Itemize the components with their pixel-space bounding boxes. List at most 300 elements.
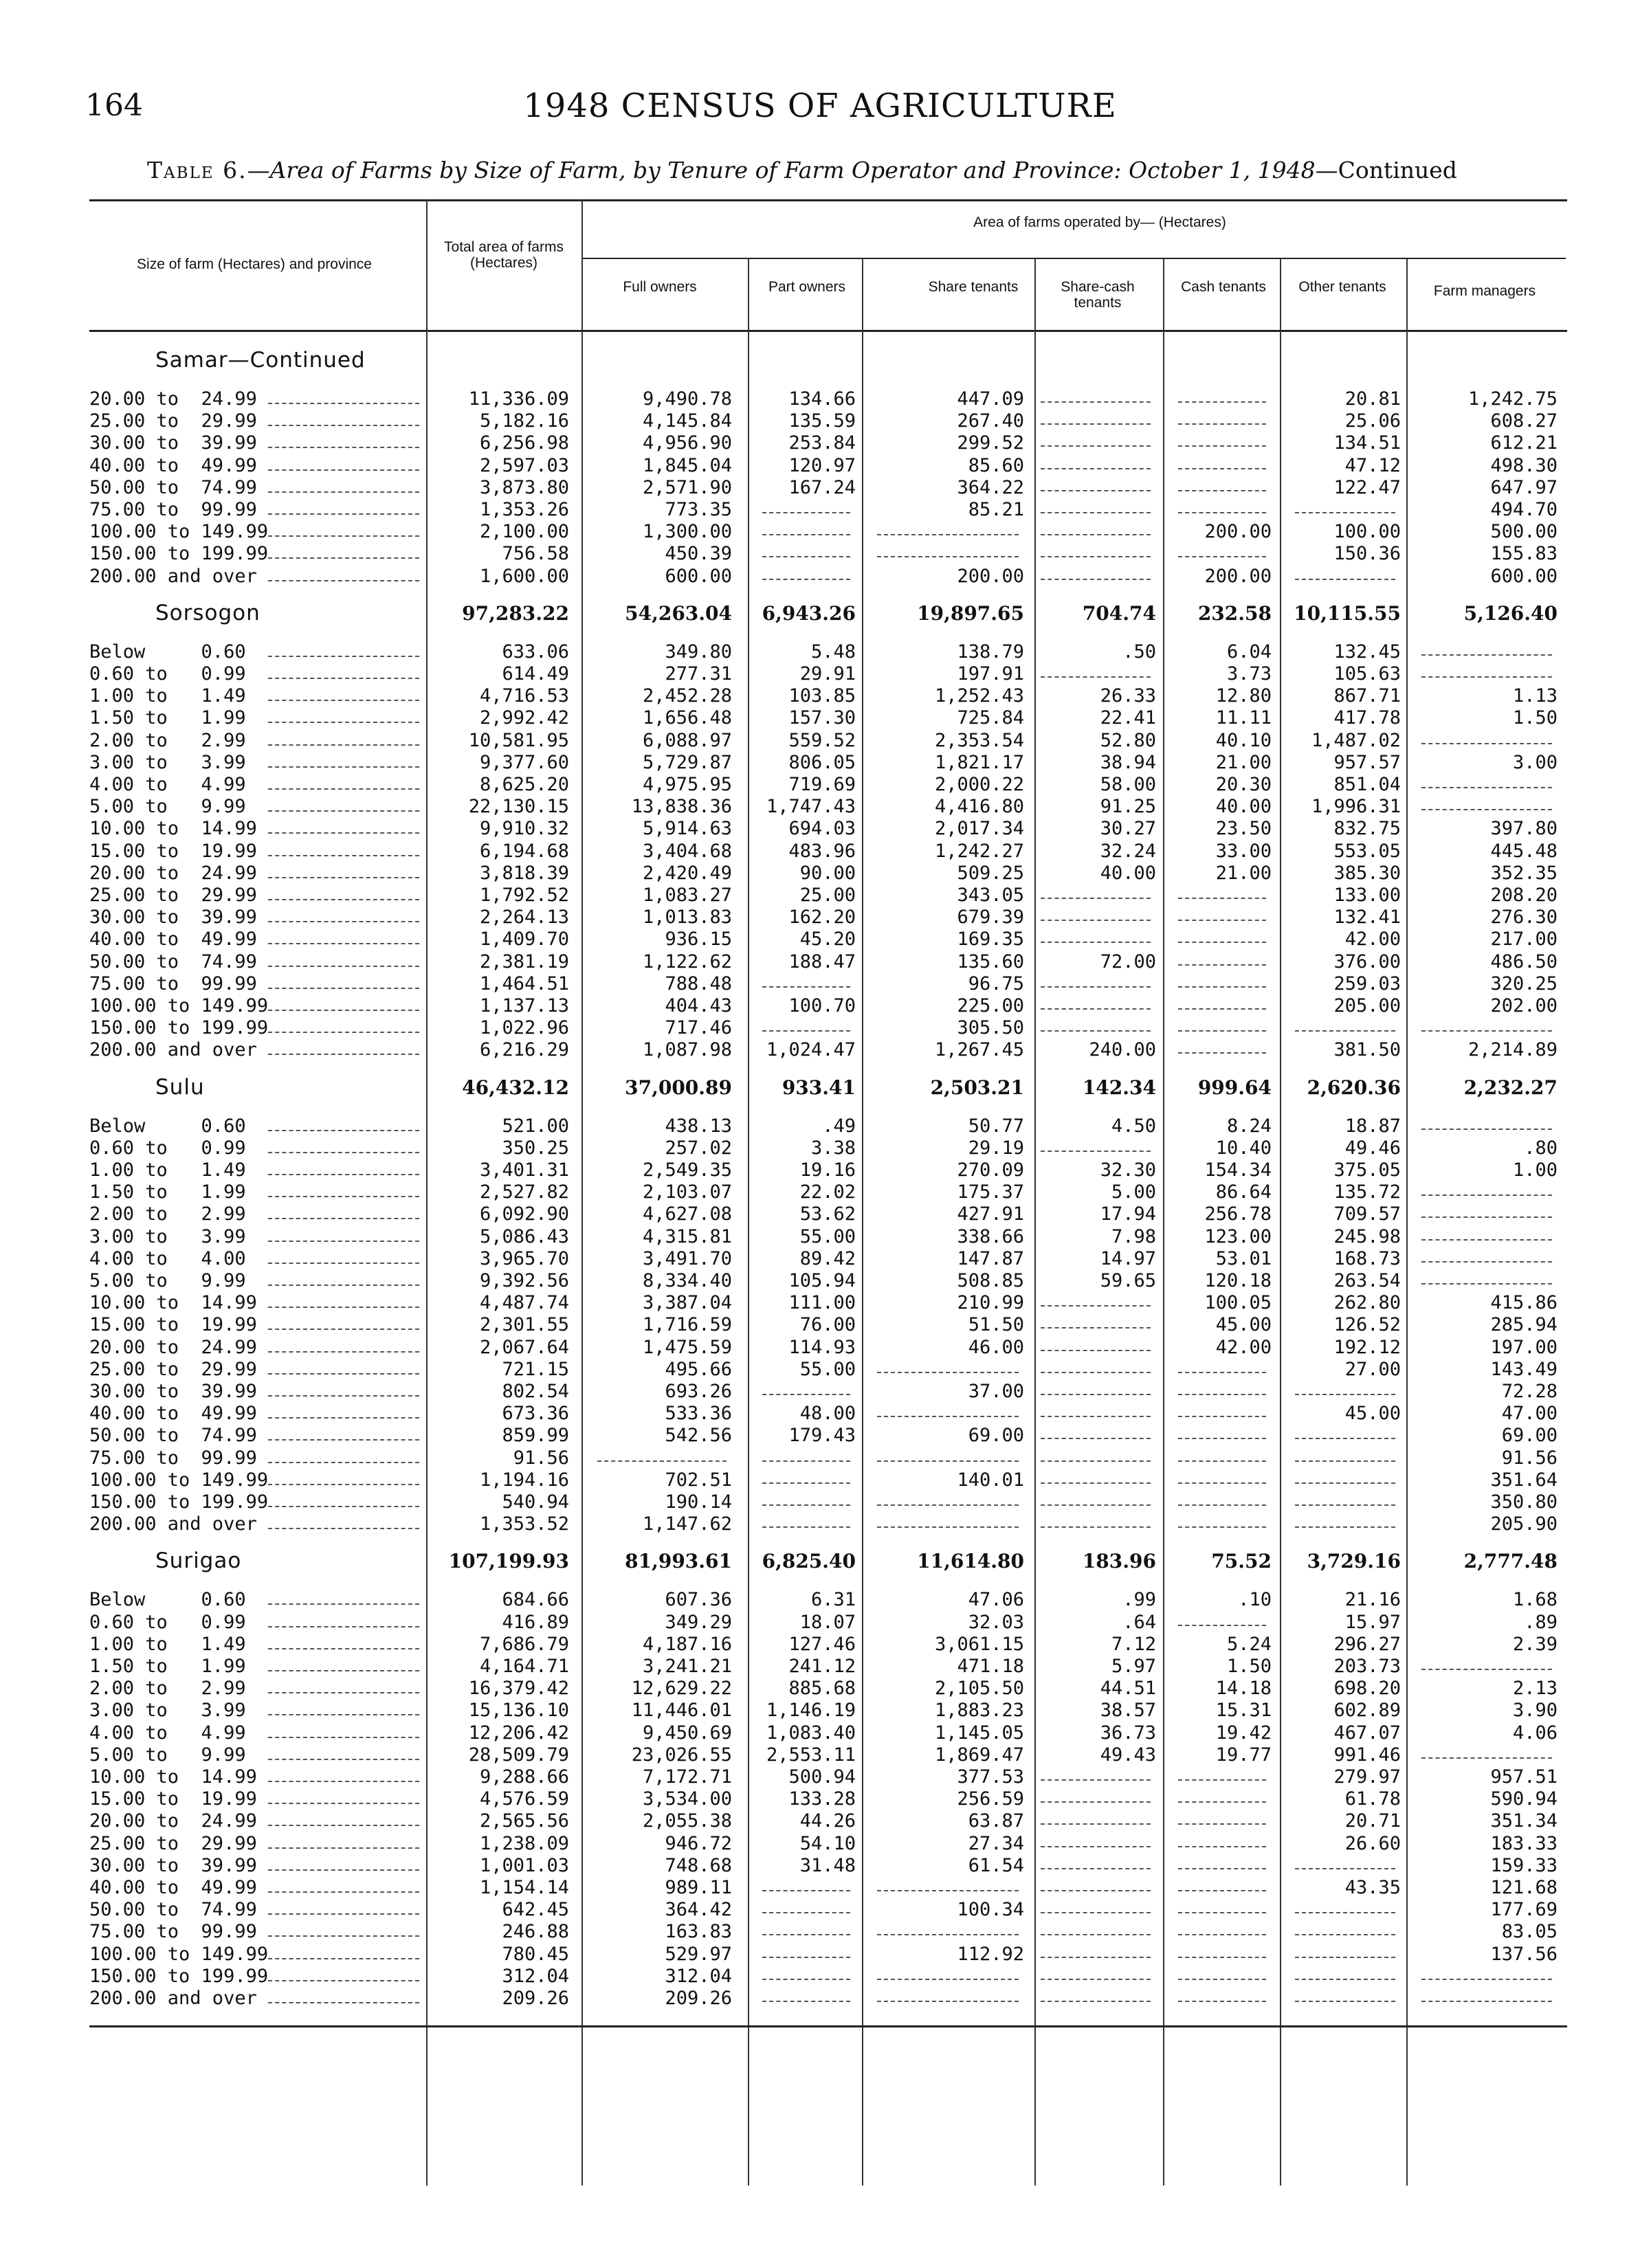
value-cell: 14.18 [1215,1678,1272,1700]
value-cell: 14.97 [1100,1247,1156,1269]
size-class-label: 50.00 to 74.99 [89,1899,257,1921]
value-cell: 29.19 [968,1137,1024,1159]
size-class-label: 3.00 to 3.99 [89,1700,246,1722]
value-cell: 717.46 [665,1017,732,1039]
value-cell: 5.48 [810,641,856,663]
empty-cell [762,1890,850,1891]
value-cell: 1,083.40 [766,1722,856,1744]
empty-cell [1041,1305,1151,1307]
size-class-label: 25.00 to 29.99 [89,885,257,906]
size-class-label: 3.00 to 3.99 [89,751,246,773]
empty-cell [1178,512,1266,513]
header-share-tenants: Share tenants [928,279,1019,295]
value-cell: 53.01 [1215,1247,1272,1269]
value-cell: 59.65 [1100,1270,1156,1291]
value-cell: 120.18 [1204,1270,1272,1291]
value-cell: 38.94 [1100,751,1156,773]
empty-cell [762,1912,850,1913]
value-cell: 85.60 [968,454,1024,476]
empty-cell [877,1416,1019,1417]
value-cell: 806.05 [788,751,856,773]
value-cell: 364.42 [665,1899,732,1921]
size-class-label: 20.00 to 24.99 [89,1336,257,1358]
value-cell: 1,600.00 [479,565,569,587]
table-row [0,1788,1640,1810]
empty-cell [1041,490,1151,491]
leader-dots [268,678,419,679]
size-class-label: 5.00 to 9.99 [89,1270,246,1291]
value-cell: 614.49 [502,663,569,685]
value-cell: .10 [1238,1589,1272,1611]
value-cell: 8,334.40 [642,1270,732,1291]
value-cell: 427.91 [957,1203,1024,1225]
value-cell: 10.40 [1215,1137,1272,1159]
empty-cell [1041,1438,1151,1439]
size-class-label: 40.00 to 49.99 [89,1403,257,1425]
value-cell: 2,565.56 [479,1810,569,1832]
empty-cell [762,1394,850,1395]
size-class-label: 2.00 to 2.99 [89,729,246,751]
empty-cell [762,579,850,580]
value-cell: 159.33 [1490,1854,1558,1876]
value-cell: 343.05 [957,885,1024,906]
value-cell: 1.50 [1226,1656,1272,1677]
table-row [0,1115,1640,1137]
value-cell: 1,013.83 [642,907,732,929]
size-class-label: 4.00 to 4.99 [89,774,246,795]
value-cell: 296.27 [1333,1633,1401,1655]
value-cell: 45.00 [1344,1403,1401,1425]
size-class-label: 10.00 to 14.99 [89,1766,257,1788]
empty-cell [1295,512,1395,513]
table-row [0,476,1640,499]
value-cell: 157.30 [788,707,856,729]
empty-cell [1421,654,1552,656]
value-cell: 494.70 [1490,499,1558,520]
value-cell: 542.56 [665,1425,732,1447]
value-cell: .64 [1122,1611,1156,1633]
value-cell: 1,656.48 [642,707,732,729]
size-class-label: 15.00 to 19.99 [89,840,257,862]
size-class-label: 1.50 to 1.99 [89,1656,246,1677]
value-cell: 256.59 [957,1788,1024,1810]
leader-dots [268,491,419,493]
value-cell: 608.27 [1490,410,1558,432]
value-cell: 30.27 [1100,818,1156,840]
table-row [0,1181,1640,1203]
value-cell: 3,873.80 [479,476,569,498]
value-cell: 338.66 [957,1225,1024,1247]
empty-cell [1178,556,1266,557]
value-cell: 642.45 [502,1899,569,1921]
leader-dots [268,513,419,515]
leader-dots [268,855,419,856]
empty-cell [877,1934,1019,1935]
leader-dots [268,557,419,559]
value-cell: 147.87 [957,1247,1024,1269]
value-cell: 69.00 [1501,1425,1558,1447]
empty-cell [1178,986,1266,988]
value-cell: 36.73 [1100,1722,1156,1744]
value-cell: 885.68 [788,1678,856,1700]
value-cell: 105.63 [1333,663,1401,685]
header-size: Size of farm (Hectares) and province [137,256,372,272]
value-cell: 15.97 [1344,1611,1401,1633]
total-cell: 933.41 [782,1076,856,1099]
value-cell: 1,821.17 [934,751,1024,773]
value-cell: 381.50 [1333,1039,1401,1061]
value-cell: 417.78 [1333,707,1401,729]
value-cell: 132.41 [1333,907,1401,929]
value-cell: 305.50 [957,1017,1024,1039]
value-cell: 285.94 [1490,1314,1558,1336]
value-cell: 590.94 [1490,1788,1558,1810]
total-cell: 5,126.40 [1463,601,1558,625]
total-cell: 2,620.36 [1307,1076,1401,1099]
value-cell: 364.22 [957,476,1024,498]
value-cell: 5,086.43 [479,1225,569,1247]
province-total-row [0,1550,1640,1572]
leader-dots [268,1781,419,1782]
table-row [0,1038,1640,1061]
empty-cell [1178,1801,1266,1803]
value-cell: 7,172.71 [642,1766,732,1788]
value-cell: 18.87 [1344,1115,1401,1137]
value-cell: 633.06 [502,641,569,663]
total-cell: 97,283.22 [462,601,569,625]
table-row [0,520,1640,543]
empty-cell [1178,1394,1266,1395]
leader-dots [268,1307,419,1308]
value-cell: 1,252.43 [934,685,1024,707]
table-row [0,729,1640,752]
value-cell: 4,627.08 [642,1203,732,1225]
value-cell: 267.40 [957,410,1024,432]
value-cell: 2,549.35 [642,1159,732,1181]
value-cell: 143.49 [1490,1358,1558,1380]
size-class-label: 0.60 to 0.99 [89,663,246,685]
value-cell: 6.04 [1226,641,1272,663]
leader-dots [268,1847,419,1849]
empty-cell [1178,964,1266,966]
empty-cell [762,2001,850,2002]
size-class-label: 15.00 to 19.99 [89,1314,257,1336]
total-cell: 2,232.27 [1463,1076,1558,1099]
value-cell: 200.00 [957,565,1024,587]
value-cell: 600.00 [1490,565,1558,587]
value-cell: 55.00 [799,1358,856,1380]
empty-cell [1041,1008,1151,1010]
value-cell: 4,164.71 [479,1656,569,1677]
value-cell: 21.00 [1215,751,1272,773]
size-class-label: Below 0.60 [89,1115,246,1137]
leader-dots [268,1462,419,1463]
size-class-label: 50.00 to 74.99 [89,1425,257,1447]
leader-dots [268,1714,419,1715]
value-cell: 647.97 [1490,476,1558,498]
leader-dots [268,1759,419,1760]
empty-cell [1178,1460,1266,1462]
size-class-label: 150.00 to 199.99 [89,1965,269,1987]
value-cell: 91.56 [513,1447,569,1469]
size-class-label: 2.00 to 2.99 [89,1203,246,1225]
value-cell: 989.11 [665,1877,732,1898]
value-cell: 225.00 [957,995,1024,1016]
empty-cell [1421,1194,1552,1196]
header-cash-tenants: Cash tenants [1181,279,1266,295]
value-cell: 756.58 [502,543,569,565]
value-cell: 135.60 [957,950,1024,972]
value-cell: 1,267.45 [934,1039,1024,1061]
value-cell: 376.00 [1333,950,1401,972]
size-class-label: 2.00 to 2.99 [89,1678,246,1700]
size-class-label: 150.00 to 199.99 [89,543,269,565]
table-row [0,817,1640,840]
value-cell: 1,238.09 [479,1832,569,1854]
empty-cell [1041,2001,1151,2002]
value-cell: 22,130.15 [468,796,569,818]
table-row [0,994,1640,1017]
empty-cell [1041,423,1151,425]
value-cell: 1,147.62 [642,1513,732,1535]
leader-dots [268,1737,419,1738]
value-cell: 253.84 [788,432,856,454]
value-cell: 205.90 [1490,1513,1558,1535]
size-class-label: 75.00 to 99.99 [89,499,257,520]
empty-cell [1295,1979,1395,1980]
value-cell: 27.34 [968,1832,1024,1854]
empty-cell [1041,1372,1151,1373]
empty-cell [1178,468,1266,469]
size-class-label: 200.00 and over [89,1988,257,2009]
value-cell: 936.15 [665,929,732,950]
table-row [0,1920,1640,1943]
value-cell: 89.42 [799,1247,856,1269]
value-cell: 20.81 [1344,388,1401,410]
value-cell: 1,087.98 [642,1039,732,1061]
empty-cell [1178,1008,1266,1010]
value-cell: 2,067.64 [479,1336,569,1358]
value-cell: 9,490.78 [642,388,732,410]
value-cell: 20.71 [1344,1810,1401,1832]
value-cell: 748.68 [665,1854,732,1876]
value-cell: 29.91 [799,663,856,685]
value-cell: 54.10 [799,1832,856,1854]
size-class-label: 30.00 to 39.99 [89,1854,257,1876]
table-row [0,1810,1640,1832]
value-cell: 19.16 [799,1159,856,1181]
table-row [0,773,1640,796]
value-cell: 1,154.14 [479,1877,569,1898]
table-label: Table 6. [147,157,247,184]
size-class-label: 10.00 to 14.99 [89,1292,257,1314]
leader-dots [268,1263,419,1264]
leader-dots [268,744,419,746]
empty-cell [1178,1890,1266,1891]
value-cell: 137.56 [1490,1943,1558,1965]
value-cell: 1,024.47 [766,1039,856,1061]
empty-cell [1295,1912,1395,1913]
value-cell: 2,553.11 [766,1744,856,1766]
value-cell: 802.54 [502,1381,569,1402]
size-class-label: 150.00 to 199.99 [89,1017,269,1039]
total-cell: 10,115.55 [1294,601,1401,625]
value-cell: 111.00 [788,1292,856,1314]
empty-cell [762,1504,850,1506]
empty-cell [1178,1438,1266,1439]
value-cell: 1,194.16 [479,1469,569,1491]
value-cell: 1,145.05 [934,1722,1024,1744]
value-cell: 9,910.32 [479,818,569,840]
table-row [0,1491,1640,1513]
value-cell: 1,001.03 [479,1854,569,1876]
empty-cell [1421,1283,1552,1285]
leader-dots [268,700,419,701]
value-cell: 9,392.56 [479,1270,569,1291]
empty-cell [1178,490,1266,491]
value-cell: 134.51 [1333,432,1401,454]
value-cell: 83.05 [1501,1921,1558,1943]
empty-cell [1295,579,1395,580]
value-cell: 2,992.42 [479,707,569,729]
leader-dots [268,1891,419,1893]
value-cell: 495.66 [665,1358,732,1380]
size-class-label: 150.00 to 199.99 [89,1491,269,1513]
value-cell: 467.07 [1333,1722,1401,1744]
value-cell: 312.04 [665,1965,732,1987]
table-row [0,1699,1640,1722]
table-row [0,1832,1640,1855]
value-cell: 946.72 [665,1832,732,1854]
empty-cell [1178,898,1266,899]
value-cell: 76.00 [799,1314,856,1336]
value-cell: 521.00 [502,1115,569,1137]
value-cell: 5.97 [1111,1656,1156,1677]
value-cell: 1,747.43 [766,796,856,818]
table-row [0,1447,1640,1469]
value-cell: 6,256.98 [479,432,569,454]
value-cell: 23.50 [1215,818,1272,840]
size-class-label: 4.00 to 4.99 [89,1722,246,1744]
value-cell: 529.97 [665,1943,732,1965]
value-cell: 42.00 [1215,1336,1272,1358]
empty-cell [1041,986,1151,988]
value-cell: 38.57 [1100,1700,1156,1722]
value-cell: 6.31 [810,1589,856,1611]
value-cell: 245.98 [1333,1225,1401,1247]
value-cell: 1,122.62 [642,950,732,972]
value-cell: 450.39 [665,543,732,565]
empty-cell [1421,1216,1552,1218]
empty-cell [1295,1394,1395,1395]
leader-dots [268,1869,419,1871]
size-class-label: 10.00 to 14.99 [89,818,257,840]
empty-cell [1421,1030,1552,1032]
value-cell: 21.16 [1344,1589,1401,1611]
total-cell: 75.52 [1211,1550,1272,1573]
value-cell: 91.25 [1100,796,1156,818]
leader-dots [268,1439,419,1441]
value-cell: 312.04 [502,1965,569,1987]
empty-cell [1041,1912,1151,1913]
value-cell: 4,187.16 [642,1633,732,1655]
leader-dots [268,403,419,404]
value-cell: 540.94 [502,1491,569,1513]
leader-dots [268,1285,419,1286]
size-class-label: 5.00 to 9.99 [89,1744,246,1766]
value-cell: 2,103.07 [642,1181,732,1203]
value-cell: 11.11 [1215,707,1272,729]
table-row [0,1854,1640,1877]
value-cell: 2,000.22 [934,774,1024,795]
value-cell: 3,404.68 [642,840,732,862]
value-cell: 26.60 [1344,1832,1401,1854]
empty-cell [1041,1823,1151,1825]
size-class-label: 3.00 to 3.99 [89,1225,246,1247]
empty-cell [1041,1504,1151,1506]
value-cell: .50 [1122,641,1156,663]
value-cell: 45.20 [799,929,856,950]
value-cell: 197.91 [957,663,1024,685]
empty-cell [762,1482,850,1484]
table-caption [147,157,1457,184]
size-class-label: 1.50 to 1.99 [89,1181,246,1203]
value-cell: 135.59 [788,410,856,432]
value-cell: 6,092.90 [479,1203,569,1225]
value-cell: 169.35 [957,929,1024,950]
value-cell: 5,182.16 [479,410,569,432]
value-cell: 5.00 [1111,1181,1156,1203]
table-row [0,1247,1640,1270]
group-header-rule [583,258,1566,259]
value-cell: 202.00 [1490,995,1558,1016]
empty-cell [1178,2001,1266,2002]
table-row [0,1722,1640,1744]
value-cell: 123.00 [1204,1225,1272,1247]
value-cell: 508.85 [957,1270,1024,1291]
value-cell: 121.68 [1490,1877,1558,1898]
value-cell: 415.86 [1490,1292,1558,1314]
empty-cell [1178,1372,1266,1373]
value-cell: 50.77 [968,1115,1024,1137]
table-row [0,1898,1640,1921]
leader-dots [268,656,419,657]
empty-cell [1178,1912,1266,1913]
value-cell: 9,377.60 [479,751,569,773]
header-group: Area of farms operated by— (Hectares) [973,214,1226,230]
empty-cell [1041,556,1151,557]
value-cell: 100.34 [957,1899,1024,1921]
value-cell: 175.37 [957,1181,1024,1203]
value-cell: 13,838.36 [631,796,732,818]
empty-cell [1178,1846,1266,1847]
value-cell: 133.00 [1333,885,1401,906]
empty-cell [877,1890,1019,1891]
value-cell: 1.13 [1512,685,1558,707]
value-cell: 190.14 [665,1491,732,1513]
leader-dots [268,921,419,922]
value-cell: 19.42 [1215,1722,1272,1744]
empty-cell [1041,1957,1151,1958]
value-cell: 55.00 [799,1225,856,1247]
empty-cell [1421,1757,1552,1759]
value-cell: 40.00 [1215,796,1272,818]
value-cell: 2,017.34 [934,818,1024,840]
value-cell: 1,353.26 [479,499,569,520]
empty-cell [1041,1779,1151,1781]
table-row [0,1016,1640,1039]
value-cell: 1,464.51 [479,972,569,994]
